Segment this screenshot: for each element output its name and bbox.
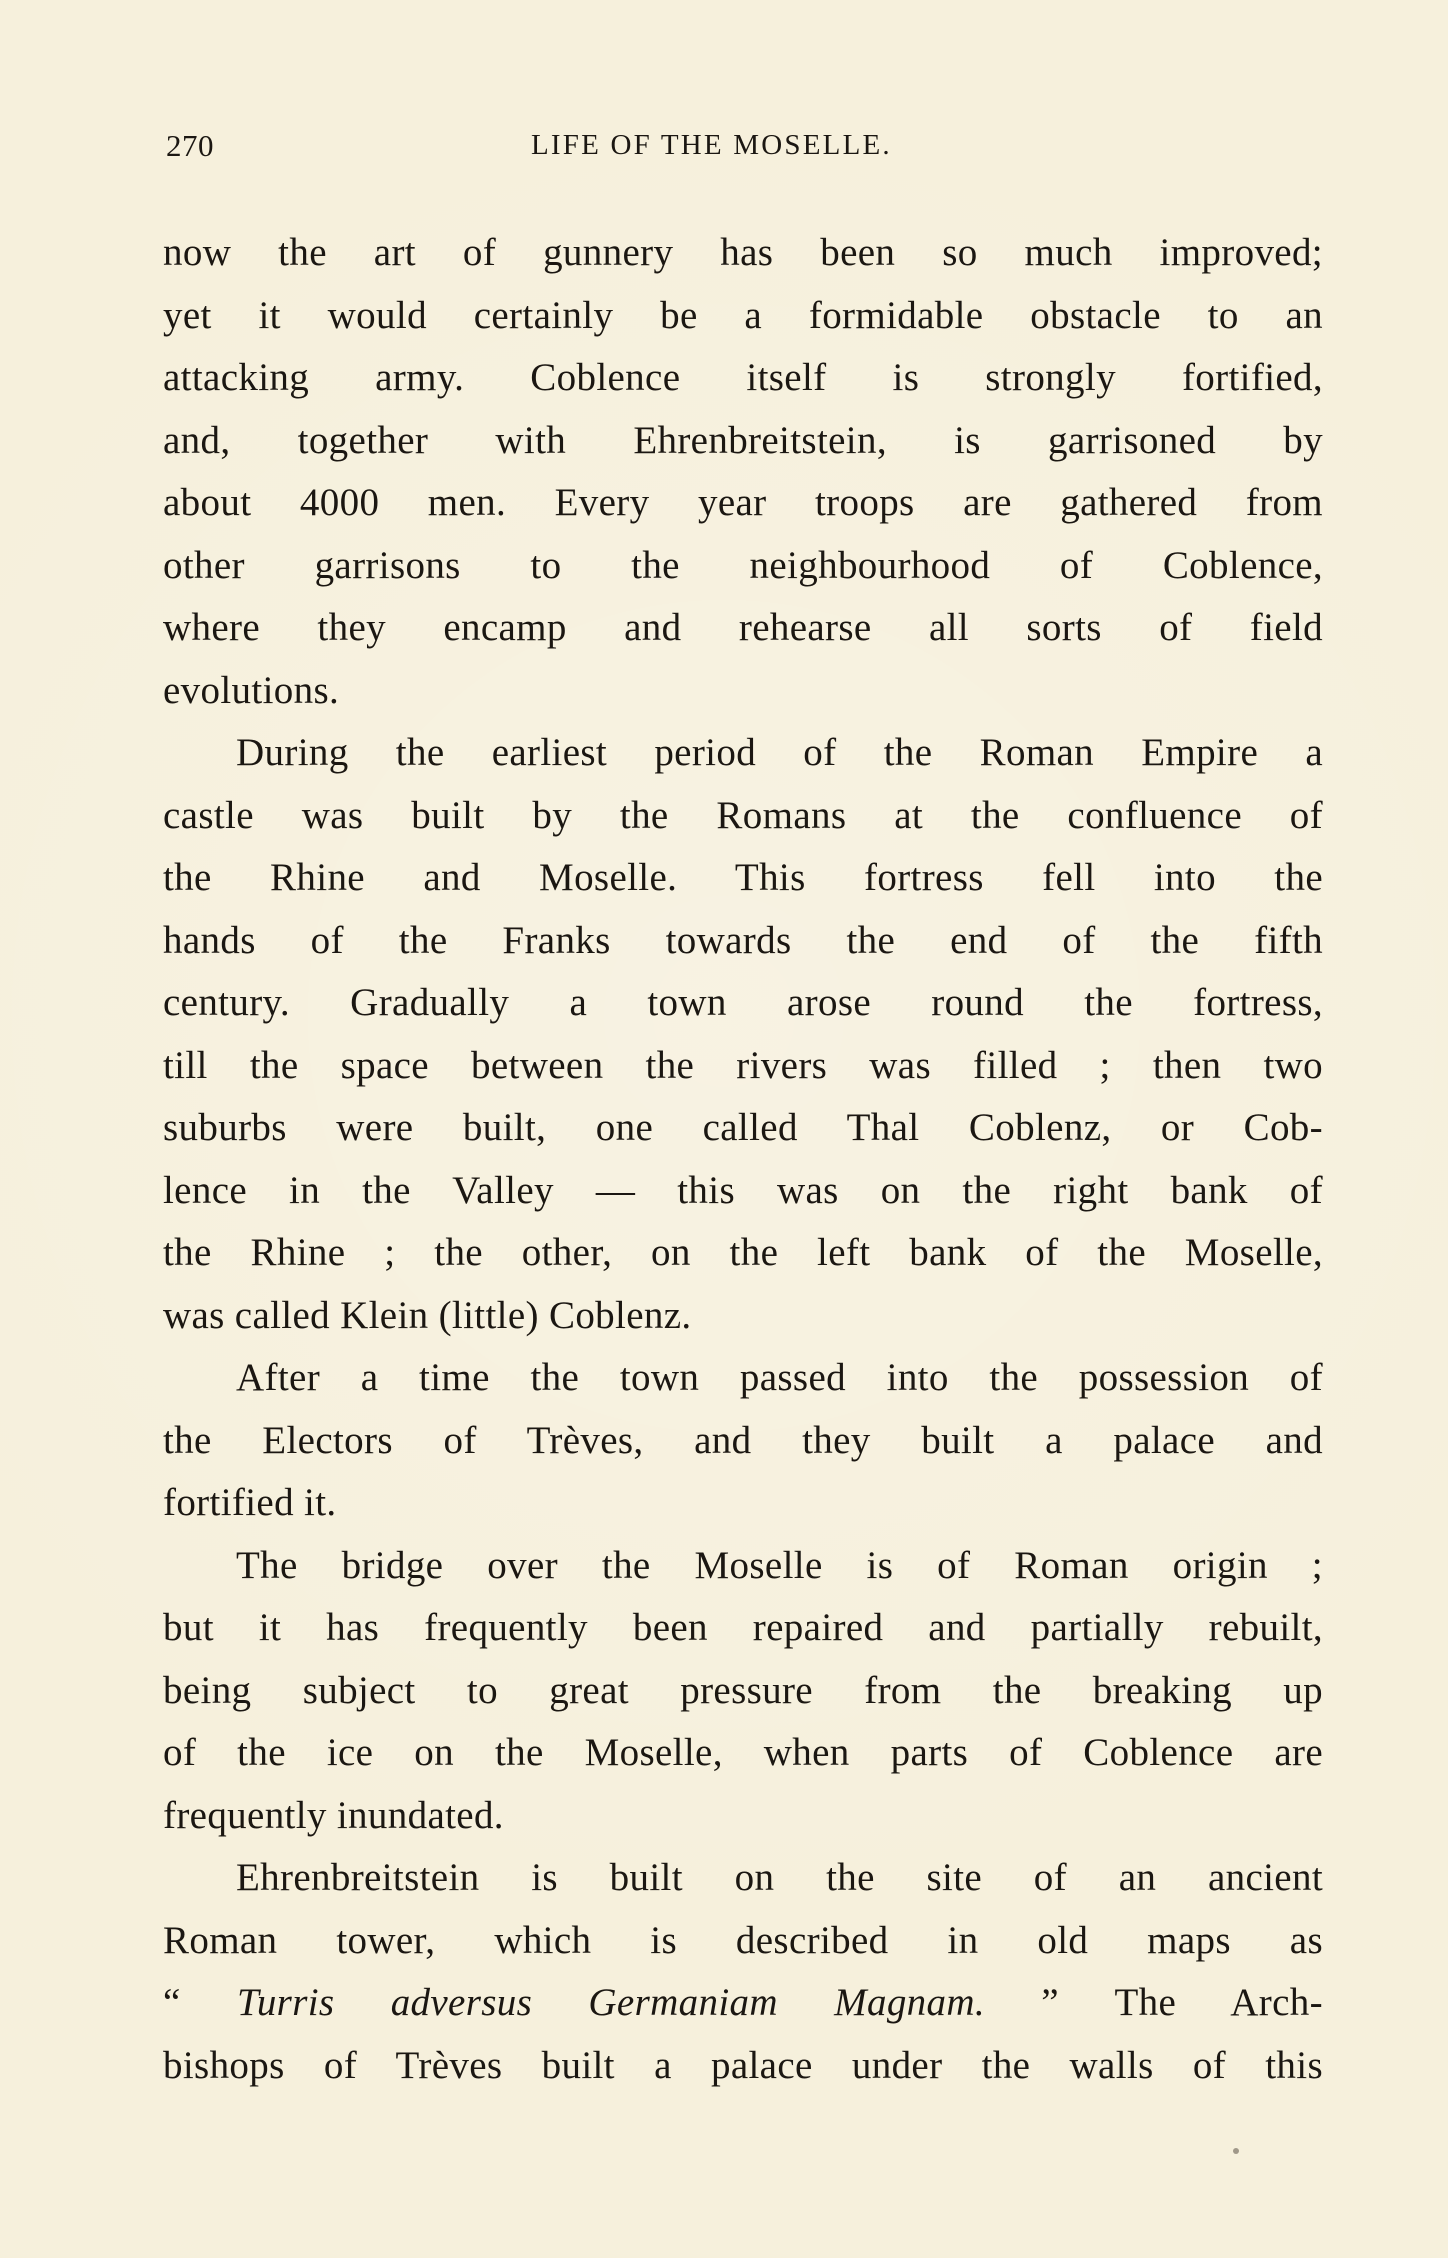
text-line: castle was built by the Romans at the confluence of xyxy=(163,793,1323,837)
paragraph-start-line: The bridge over the Moselle is of Roman origin ; xyxy=(236,1543,1323,1587)
text-line: now the art of gunnery has been so much improved; xyxy=(163,231,1323,274)
text-line: the Rhine and Moselle. This fortress fell into the xyxy=(163,856,1323,899)
running-title: LIFE OF THE MOSELLE. xyxy=(531,129,892,161)
text-line: Roman tower, which is described in old maps as xyxy=(163,1918,1323,1962)
text-line: evolutions. xyxy=(163,668,340,712)
text-line: century. Gradually a town arose round the fortress, xyxy=(163,981,1323,1024)
text-line: frequently inundated. xyxy=(163,1793,504,1837)
text-line: was called Klein (little) Coblenz. xyxy=(163,1293,692,1337)
text-line: about 4000 men. Every year troops are gathered from xyxy=(163,481,1323,524)
text-line: where they encamp and rehearse all sorts of field xyxy=(163,606,1323,649)
text-line: but it has frequently been repaired and partially rebuilt, xyxy=(163,1606,1323,1649)
text-line: attacking army. Coblence itself is strongly fortified, xyxy=(163,356,1323,399)
text-line: till the space between the rivers was filled ; then two xyxy=(163,1043,1323,1087)
following-text: The Arch- xyxy=(1114,1981,1323,2024)
page-header xyxy=(166,128,1321,178)
latin-phrase: Turris adversus Germaniam Magnam. xyxy=(236,1981,985,2024)
text-line: lence in the Valley — this was on the right bank of xyxy=(163,1168,1323,1212)
paragraph-start-line: During the earliest period of the Roman Empire a xyxy=(236,731,1323,774)
text-line: the Electors of Trèves, and they built a palace and xyxy=(163,1418,1323,1462)
text-line: of the ice on the Moselle, when parts of Coblence are xyxy=(163,1731,1323,1774)
closing-quote: ” xyxy=(1041,1981,1059,2024)
paragraph-start-line: Ehrenbreitstein is built on the site of an ancient xyxy=(236,1856,1323,1899)
text-line: hands of the Franks towards the end of the fifth xyxy=(163,918,1323,962)
text-line: suburbs were built, one called Thal Coblenz, or Cob- xyxy=(163,1106,1323,1149)
paper-speck xyxy=(1233,2148,1239,2154)
body-text xyxy=(163,222,1323,2097)
paragraph-start-line: After a time the town passed into the possession of xyxy=(236,1356,1323,1399)
text-line: and, together with Ehrenbreitstein, is garrisoned by xyxy=(163,418,1323,462)
page-number: 270 xyxy=(166,128,214,163)
text-line: the Rhine ; the other, on the left bank of the Moselle, xyxy=(163,1231,1323,1274)
text-line: fortified it. xyxy=(163,1481,337,1524)
text-line: other garrisons to the neighbourhood of Coblence, xyxy=(163,543,1323,587)
text-line: yet it would certainly be a formidable obstacle to an xyxy=(163,293,1323,337)
text-line: bishops of Trèves built a palace under the walls of this xyxy=(163,2043,1323,2087)
quoted-latin-line xyxy=(163,1972,1323,2035)
opening-quote: “ xyxy=(163,1981,181,2024)
text-line: being subject to great pressure from the breaking up xyxy=(163,1668,1323,1712)
